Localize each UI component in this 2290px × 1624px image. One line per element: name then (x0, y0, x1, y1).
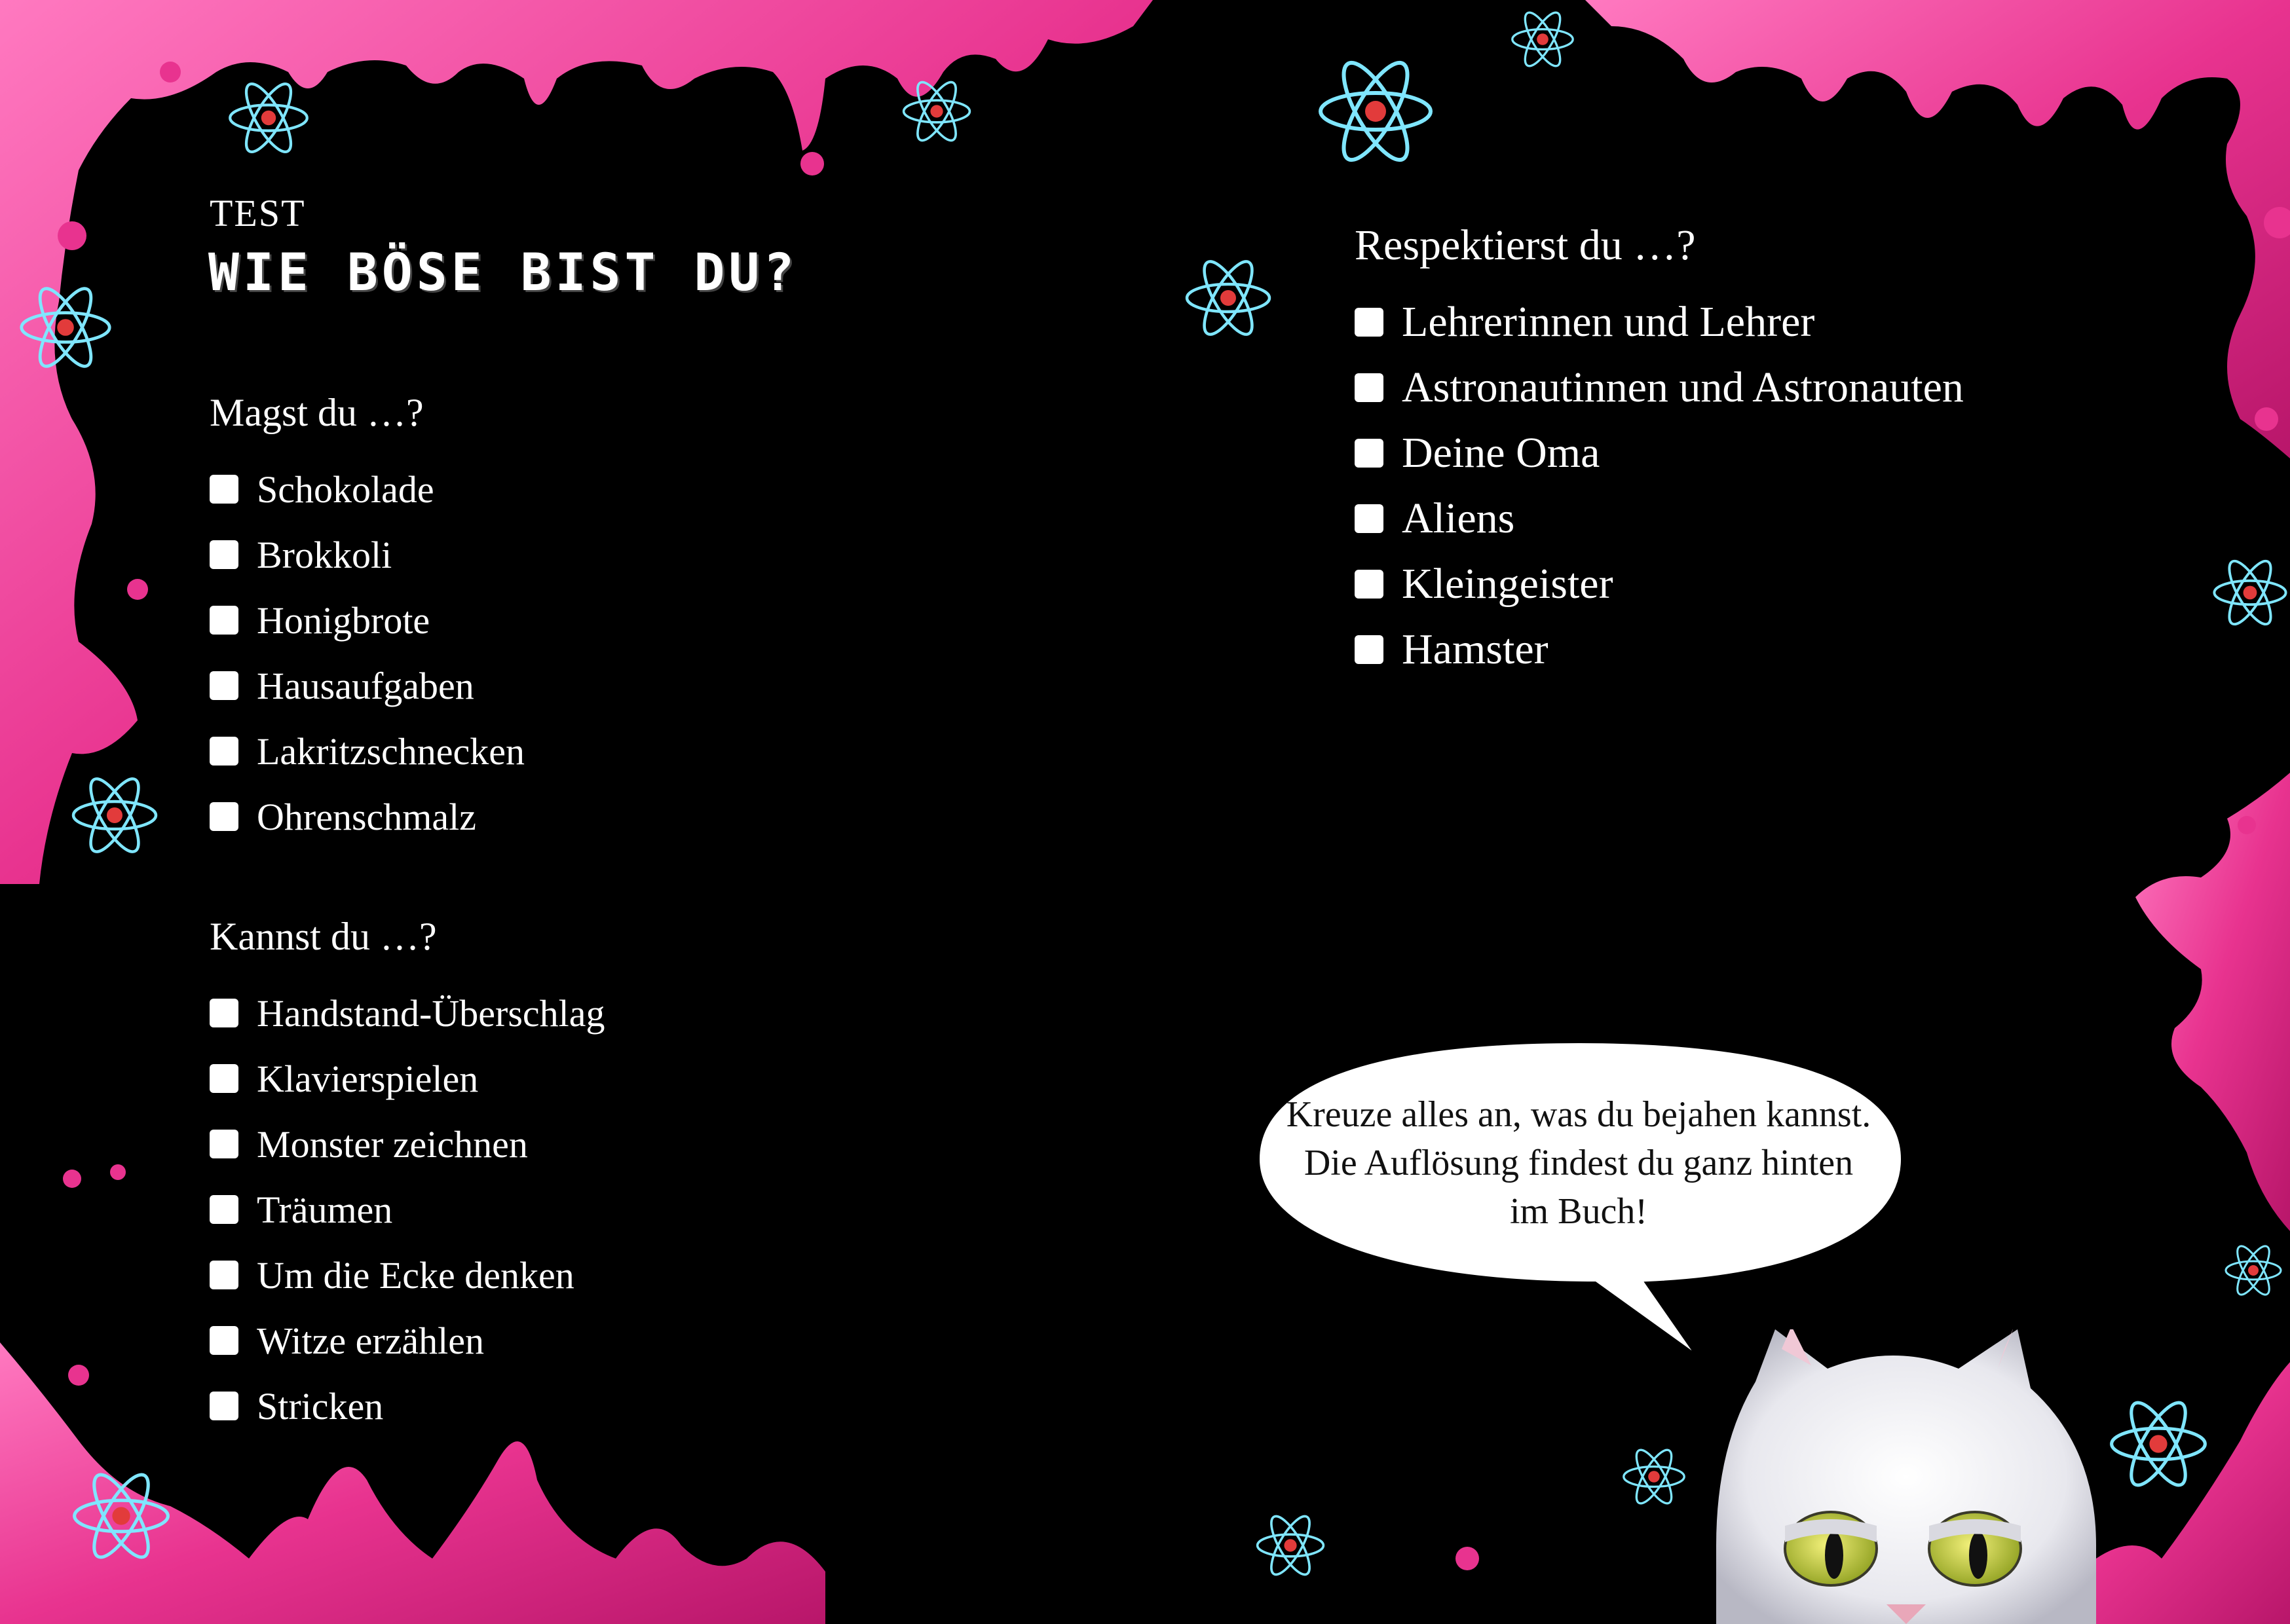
checkbox[interactable] (210, 999, 238, 1027)
item-label: Monster zeichnen (257, 1122, 528, 1166)
item-label: Schokolade (257, 468, 434, 511)
checklist-item[interactable] (210, 1177, 605, 1242)
checklist-item[interactable] (1355, 355, 1964, 420)
atom-icon (2221, 1238, 2286, 1303)
checkbox[interactable] (1355, 373, 1383, 402)
speech-bubble-text: Kreuze alles an, was du bejahen kannst. Die Auflösung findest du ganz hinten im Buch! (1286, 1094, 1871, 1232)
item-label: Kleingeister (1402, 560, 1613, 608)
checkbox[interactable] (210, 737, 238, 766)
checklist-item[interactable] (210, 1046, 605, 1111)
section-question: Respektierst du …? (1355, 221, 1696, 269)
atom-icon (1310, 46, 1441, 177)
checkbox[interactable] (210, 1326, 238, 1355)
checkbox[interactable] (210, 606, 238, 635)
white-cat-illustration (1677, 1329, 2135, 1624)
atom-icon (66, 1460, 177, 1572)
checkbox[interactable] (210, 1064, 238, 1093)
checklist-item[interactable] (210, 456, 525, 522)
checkbox[interactable] (1355, 635, 1383, 664)
checkbox[interactable] (210, 540, 238, 569)
checklist-item[interactable] (1355, 289, 1964, 355)
checkbox[interactable] (210, 475, 238, 504)
checkbox[interactable] (210, 1261, 238, 1289)
checkbox[interactable] (1355, 308, 1383, 337)
checkbox[interactable] (210, 802, 238, 831)
page-title: WIE BÖSE BIST DU? (208, 244, 798, 303)
checklist-item[interactable] (210, 1242, 605, 1308)
test-label: TEST (210, 192, 306, 234)
checkbox[interactable] (1355, 504, 1383, 533)
item-label: Hamster (1402, 625, 1549, 673)
atom-icon (2207, 550, 2290, 635)
checkbox[interactable] (210, 1195, 238, 1224)
item-label: Hausaufgaben (257, 664, 474, 707)
checklist-item[interactable] (210, 522, 525, 587)
atom-icon (1507, 3, 1579, 75)
checklist-item[interactable] (210, 718, 525, 784)
atom-icon (66, 766, 164, 864)
checklist-item[interactable] (210, 587, 525, 653)
item-label: Um die Ecke denken (257, 1253, 574, 1297)
checklist-item[interactable] (210, 1373, 605, 1439)
atom-icon (897, 72, 976, 151)
item-label: Witze erzählen (257, 1319, 485, 1362)
checkbox[interactable] (1355, 570, 1383, 599)
item-label: Lehrerinnen und Lehrer (1402, 298, 1815, 346)
checklist-item[interactable] (210, 1308, 605, 1373)
section-question: Kannst du …? (210, 915, 437, 958)
item-label: Träumen (257, 1188, 393, 1231)
item-label: Handstand-Überschlag (257, 991, 605, 1035)
section-skills (210, 907, 605, 1439)
atom-icon (1179, 249, 1277, 347)
section-respect (1355, 216, 1964, 682)
item-label: Deine Oma (1402, 429, 1600, 477)
section-likes (210, 383, 525, 849)
checkbox[interactable] (1355, 439, 1383, 468)
checklist-item[interactable] (1355, 617, 1964, 682)
checklist-item[interactable] (210, 980, 605, 1046)
atom-icon (13, 275, 118, 380)
item-label: Honigbrote (257, 599, 430, 642)
checklist-item[interactable] (210, 1111, 605, 1177)
item-label: Aliens (1402, 494, 1515, 542)
atom-icon (223, 72, 314, 164)
checkbox[interactable] (210, 671, 238, 700)
checklist-item[interactable] (1355, 486, 1964, 551)
item-label: Lakritzschnecken (257, 729, 525, 773)
checklist-item[interactable] (1355, 551, 1964, 617)
item-label: Ohrenschmalz (257, 795, 476, 838)
checkbox[interactable] (210, 1130, 238, 1158)
speech-bubble (1254, 1038, 1903, 1274)
item-label: Stricken (257, 1384, 384, 1428)
checkbox[interactable] (210, 1392, 238, 1420)
item-label: Astronautinnen und Astronauten (1402, 363, 1964, 411)
item-label: Klavierspielen (257, 1057, 479, 1100)
checklist-item[interactable] (210, 784, 525, 849)
checklist-item[interactable] (1355, 420, 1964, 486)
item-label: Brokkoli (257, 533, 392, 576)
checklist-item[interactable] (210, 653, 525, 718)
section-question: Magst du …? (210, 391, 424, 434)
atom-icon (1251, 1506, 1330, 1585)
